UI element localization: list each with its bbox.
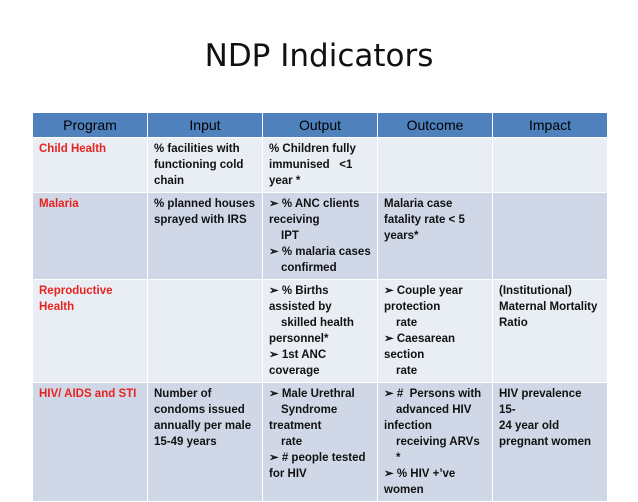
cell-line: coverage — [269, 365, 320, 377]
cell-line: treatment — [269, 420, 322, 432]
outcome-cell — [378, 138, 493, 193]
cell-line: for HIV — [269, 468, 307, 480]
cell-line: chain — [154, 175, 185, 187]
header-outcome: Outcome — [378, 113, 493, 138]
cell-line: years* — [384, 230, 419, 242]
cell-line: pregnant women — [499, 436, 592, 448]
cell-line: Ratio — [499, 317, 528, 329]
header-row — [33, 113, 608, 138]
cell-line: infection — [384, 420, 432, 432]
input-cell — [148, 138, 263, 193]
bullet-line: ➢ % HIV +’ve — [384, 466, 486, 482]
program-cell — [33, 383, 148, 502]
cell-line: rate — [396, 365, 418, 377]
bullet-line: ➢ # people tested — [269, 450, 371, 466]
output-cell — [263, 193, 378, 280]
program-cell — [33, 193, 148, 280]
cell-line: year * — [269, 175, 301, 187]
cell-line: rate — [281, 436, 303, 448]
input-cell — [148, 280, 263, 383]
table-row — [33, 193, 608, 280]
cell-line: receiving — [269, 214, 320, 226]
cell-line: functioning cold — [154, 159, 244, 171]
outcome-cell — [378, 193, 493, 280]
bullet-line: ➢ Caesarean — [384, 331, 486, 347]
program-cell — [33, 138, 148, 193]
cell-line: HIV prevalence 15- — [499, 388, 582, 416]
cell-line: % Children fully — [269, 143, 356, 155]
cell-line: rate — [396, 317, 418, 329]
cell-line: women — [384, 484, 424, 496]
bullet-line: ➢ # Persons with — [384, 386, 486, 402]
cell-line: sprayed with IRS — [154, 214, 247, 226]
program-label: Child Health — [39, 143, 107, 155]
cell-line: skilled health — [281, 317, 354, 329]
impact-cell — [493, 138, 608, 193]
cell-line: receiving ARVs * — [396, 436, 480, 464]
output-cell — [263, 138, 378, 193]
cell-line: section — [384, 349, 425, 361]
impact-cell — [493, 193, 608, 280]
bullet-line: ➢ % Births — [269, 283, 371, 299]
cell-line: fatality rate < 5 — [384, 214, 465, 226]
cell-line: personnel* — [269, 333, 329, 345]
cell-line: condoms issued — [154, 404, 245, 416]
cell-line: protection — [384, 301, 441, 313]
cell-line: (Institutional) — [499, 285, 572, 297]
cell-line: Number of — [154, 388, 212, 400]
bullet-line: ➢ 1st ANC — [269, 347, 371, 363]
outcome-cell — [378, 383, 493, 502]
slide-title: NDP Indicators — [204, 38, 434, 74]
table-row — [33, 280, 608, 383]
outcome-cell — [378, 280, 493, 383]
cell-line: 24 year old — [499, 420, 560, 432]
bullet-line: ➢ Couple year — [384, 283, 486, 299]
output-cell — [263, 280, 378, 383]
cell-line: % facilities with — [154, 143, 240, 155]
program-cell — [33, 280, 148, 383]
bullet-line: ➢ Male Urethral — [269, 386, 371, 402]
cell-line: 15-49 years — [154, 436, 217, 448]
impact-cell — [493, 383, 608, 502]
cell-line: % planned houses — [154, 198, 255, 210]
impact-cell — [493, 280, 608, 383]
program-label: Reproductive Health — [39, 285, 113, 313]
cell-line: Maternal Mortality — [499, 301, 598, 313]
header-output: Output — [263, 113, 378, 138]
table-row — [33, 383, 608, 502]
cell-line: annually per male — [154, 420, 252, 432]
cell-line: assisted by — [269, 301, 332, 313]
input-cell — [148, 193, 263, 280]
input-cell — [148, 383, 263, 502]
cell-line: Syndrome — [281, 404, 338, 416]
cell-line: confirmed — [281, 262, 337, 274]
header-impact: Impact — [493, 113, 608, 138]
table-row — [33, 138, 608, 193]
indicators-table — [32, 112, 608, 502]
header-program: Program — [33, 113, 148, 138]
bullet-line: ➢ % malaria cases — [269, 244, 371, 260]
program-label: HIV/ AIDS and STI — [39, 388, 137, 400]
header-input: Input — [148, 113, 263, 138]
cell-line: Malaria case — [384, 198, 453, 210]
output-cell — [263, 383, 378, 502]
bullet-line: ➢ % ANC clients — [269, 196, 371, 212]
cell-line: immunised <1 — [269, 159, 353, 171]
program-label: Malaria — [39, 198, 79, 210]
cell-line: advanced HIV — [396, 404, 472, 416]
cell-line: IPT — [281, 230, 299, 242]
